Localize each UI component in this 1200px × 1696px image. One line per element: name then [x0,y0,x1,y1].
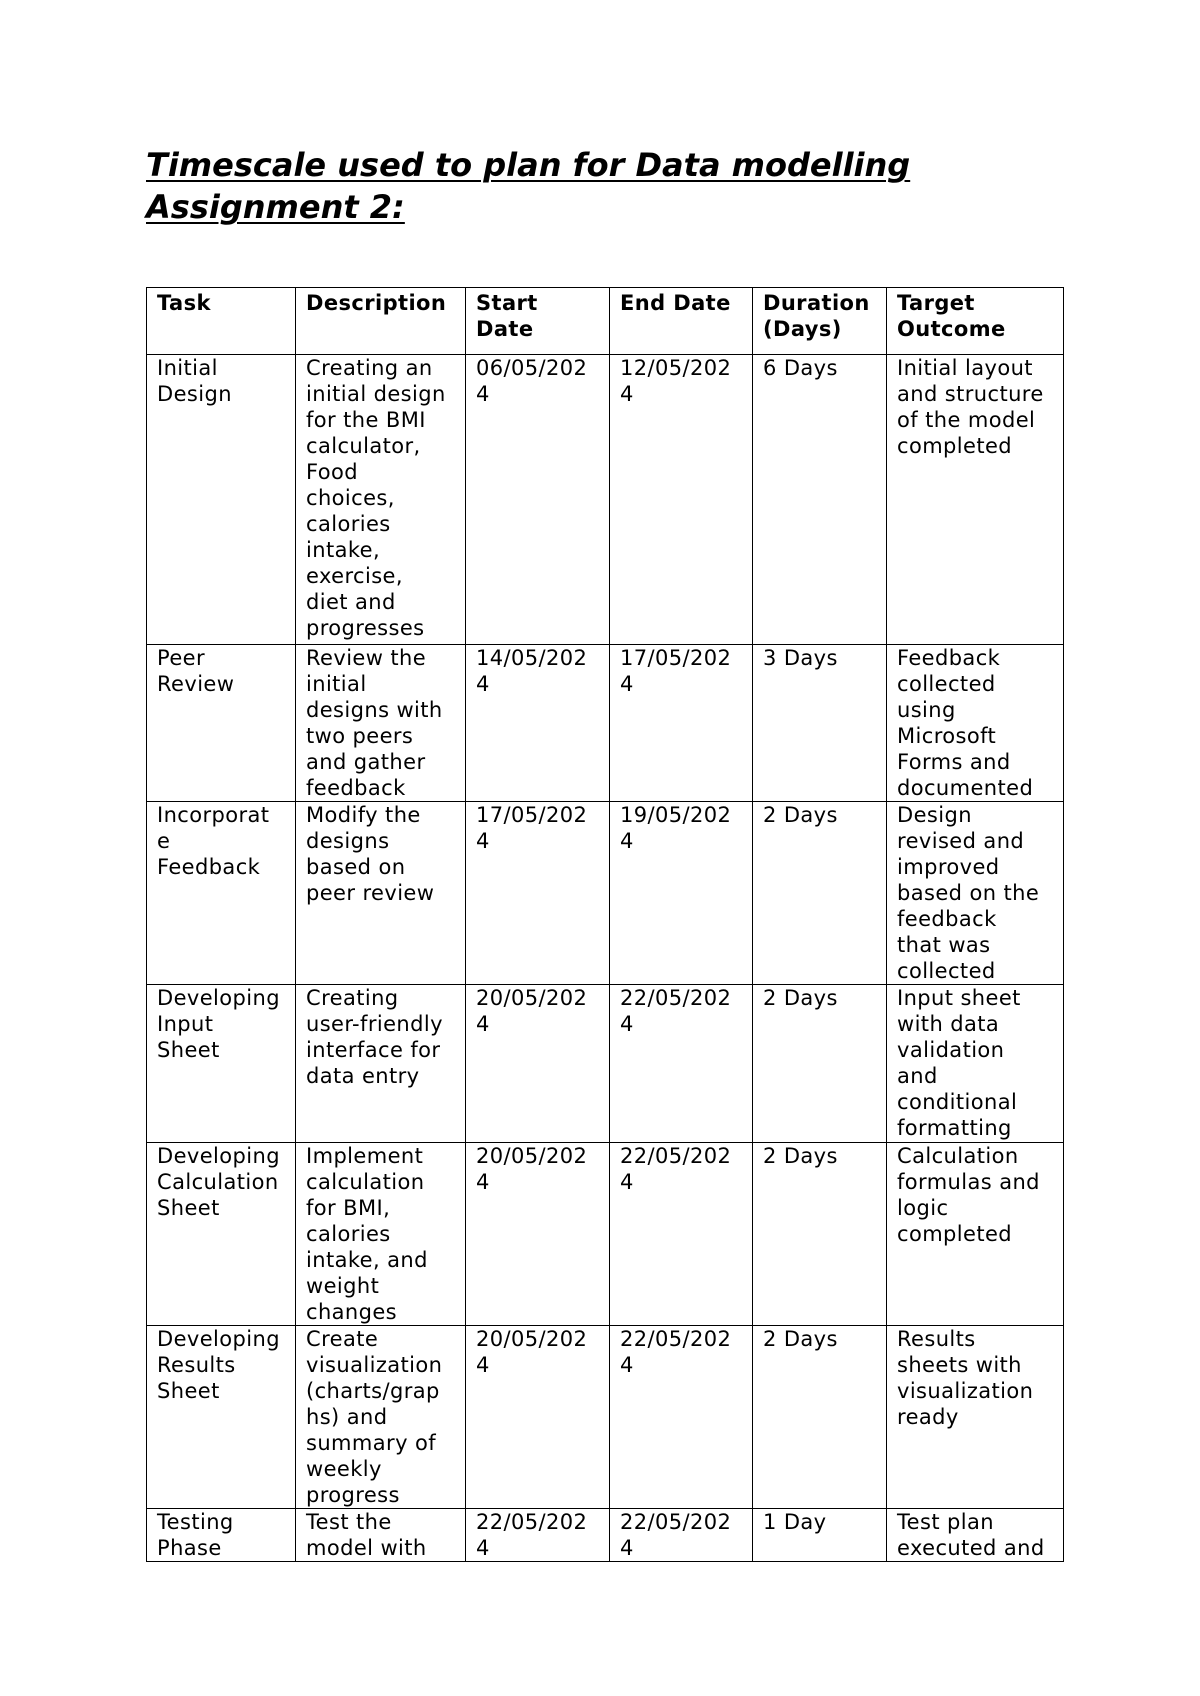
cell-start-date: 20/05/202 4 [466,985,610,1143]
cell-target-outcome: Calculation formulas and logic completed [887,1143,1064,1326]
cell-target-outcome: Initial layout and structure of the model completed [887,355,1064,645]
table-row [147,645,1064,802]
cell-target-outcome: Input sheet with data validation and conditional formatting [887,985,1064,1143]
cell-end-date: 22/05/202 4 [610,1326,753,1509]
cell-duration: 1 Day [753,1509,887,1562]
cell-end-date: 22/05/202 4 [610,1509,753,1562]
timescale-table [146,287,1064,1562]
document-title [146,144,1046,228]
cell-target-outcome: Test plan executed and [887,1509,1064,1562]
document-title-line-1: Timescale used to plan for Data modelling [146,146,911,184]
cell-description: Creating user-friendly interface for data entry [296,985,466,1143]
cell-target-outcome: Design revised and improved based on the feedback that was collected [887,802,1064,985]
cell-task: Peer Review [147,645,296,802]
table-row [147,1326,1064,1509]
cell-description: Creating an initial design for the BMI calculator, Food choices, calories intake, exercise, diet and progresses [296,355,466,645]
cell-end-date: 12/05/202 4 [610,355,753,645]
cell-duration: 3 Days [753,645,887,802]
header-end-date: End Date [610,288,753,355]
cell-duration: 2 Days [753,802,887,985]
cell-description: Modify the designs based on peer review [296,802,466,985]
cell-end-date: 19/05/202 4 [610,802,753,985]
table-row [147,1143,1064,1326]
cell-duration: 6 Days [753,355,887,645]
cell-description: Test the model with [296,1509,466,1562]
header-duration: Duration (Days) [753,288,887,355]
cell-task: Developing Calculation Sheet [147,1143,296,1326]
cell-duration: 2 Days [753,1143,887,1326]
cell-start-date: 17/05/202 4 [466,802,610,985]
cell-task: Developing Input Sheet [147,985,296,1143]
cell-description: Implement calculation for BMI, calories intake, and weight changes [296,1143,466,1326]
cell-duration: 2 Days [753,985,887,1143]
header-description: Description [296,288,466,355]
cell-start-date: 22/05/202 4 [466,1509,610,1562]
table-row [147,355,1064,645]
header-task: Task [147,288,296,355]
cell-start-date: 06/05/202 4 [466,355,610,645]
cell-start-date: 20/05/202 4 [466,1143,610,1326]
cell-task: Incorporat e Feedback [147,802,296,985]
header-start-date: Start Date [466,288,610,355]
cell-description: Create visualization (charts/grap hs) and summary of weekly progress [296,1326,466,1509]
cell-description: Review the initial designs with two peers and gather feedback [296,645,466,802]
cell-target-outcome: Feedback collected using Microsoft Forms and documented [887,645,1064,802]
table-row [147,802,1064,985]
cell-start-date: 14/05/202 4 [466,645,610,802]
cell-task: Testing Phase [147,1509,296,1562]
table-row [147,985,1064,1143]
cell-end-date: 22/05/202 4 [610,985,753,1143]
cell-duration: 2 Days [753,1326,887,1509]
document-title-line-2: Assignment 2: [146,188,405,226]
table-header-row [147,288,1064,355]
cell-task: Initial Design [147,355,296,645]
cell-end-date: 22/05/202 4 [610,1143,753,1326]
cell-start-date: 20/05/202 4 [466,1326,610,1509]
header-target-outcome: Target Outcome [887,288,1064,355]
table-row [147,1509,1064,1562]
cell-end-date: 17/05/202 4 [610,645,753,802]
cell-target-outcome: Results sheets with visualization ready [887,1326,1064,1509]
cell-task: Developing Results Sheet [147,1326,296,1509]
